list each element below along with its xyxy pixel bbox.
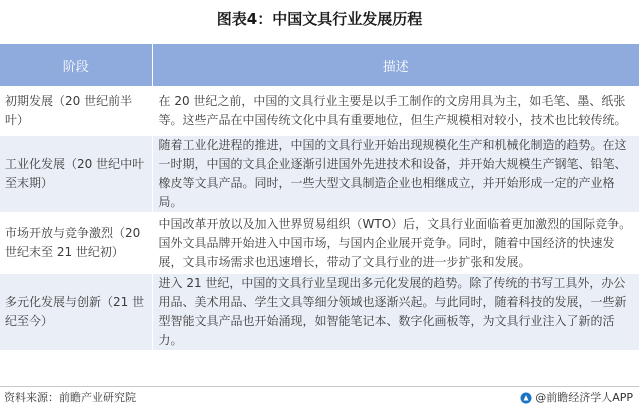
table-row: [0, 274, 639, 350]
stage-cell: 初期发展（20 世纪前半叶）: [0, 86, 152, 136]
footer: [0, 386, 639, 409]
figure-title: 图表4：中国文具行业发展历程: [216, 10, 423, 28]
brand-label: [520, 388, 633, 408]
table-header-row: [0, 44, 639, 86]
header-stage: 阶段: [0, 44, 152, 86]
description-cell: 随着工业化进程的推进，中国的文具行业开始出现规模化生产和机械化制造的趋势。在这一时期，中国的文具企业逐渐引进国外先进技术和设备，并开始大规模生产钢笔、铅笔、橡皮等文具产品。同时，一些大型文具制造企业也相继成立，并开始形成一定的产业格局。: [152, 136, 639, 212]
stage-cell: 市场开放与竞争激烈（20 世纪末至 21 世纪初）: [0, 212, 152, 274]
stage-cell: 多元化发展与创新（21 世纪至今）: [0, 274, 152, 350]
stage-cell: 工业化发展（20 世纪中叶至末期）: [0, 136, 152, 212]
table-row: [0, 136, 639, 212]
description-cell: 中国改革开放以及加入世界贸易组织（WTO）后，文具行业面临着更加激烈的国际竞争。国外文具品牌开始进入中国市场，与国内企业展开竞争。同时，随着中国经济的快速发展，文具市场需求也迅速增长，带动了文具行业的进一步扩张和发展。: [152, 212, 639, 274]
history-table: [0, 44, 639, 350]
brand-logo-icon: [520, 392, 532, 404]
table-row: [0, 212, 639, 274]
header-description: 描述: [152, 44, 639, 86]
description-cell: 在 20 世纪之前，中国的文具行业主要是以手工制作的文房用具为主，如毛笔、墨、纸张等。这些产品在中国传统文化中具有重要地位，但生产规模相对较小，技术也比较传统。: [152, 86, 639, 136]
source-text: 资料来源：前瞻产业研究院: [4, 391, 136, 404]
history-table-container: [0, 44, 639, 350]
table-row: [0, 86, 639, 136]
brand-text: @前瞻经济学人APP: [535, 391, 633, 404]
description-cell: 进入 21 世纪，中国的文具行业呈现出多元化发展的趋势。除了传统的书写工具外，办公用品、美术用品、学生文具等细分领域也逐渐兴起。与此同时，随着科技的发展，一些新型智能文具产品也开始涌现，如智能笔记本、数字化画板等，为文具行业注入了新的活力。: [152, 274, 639, 350]
